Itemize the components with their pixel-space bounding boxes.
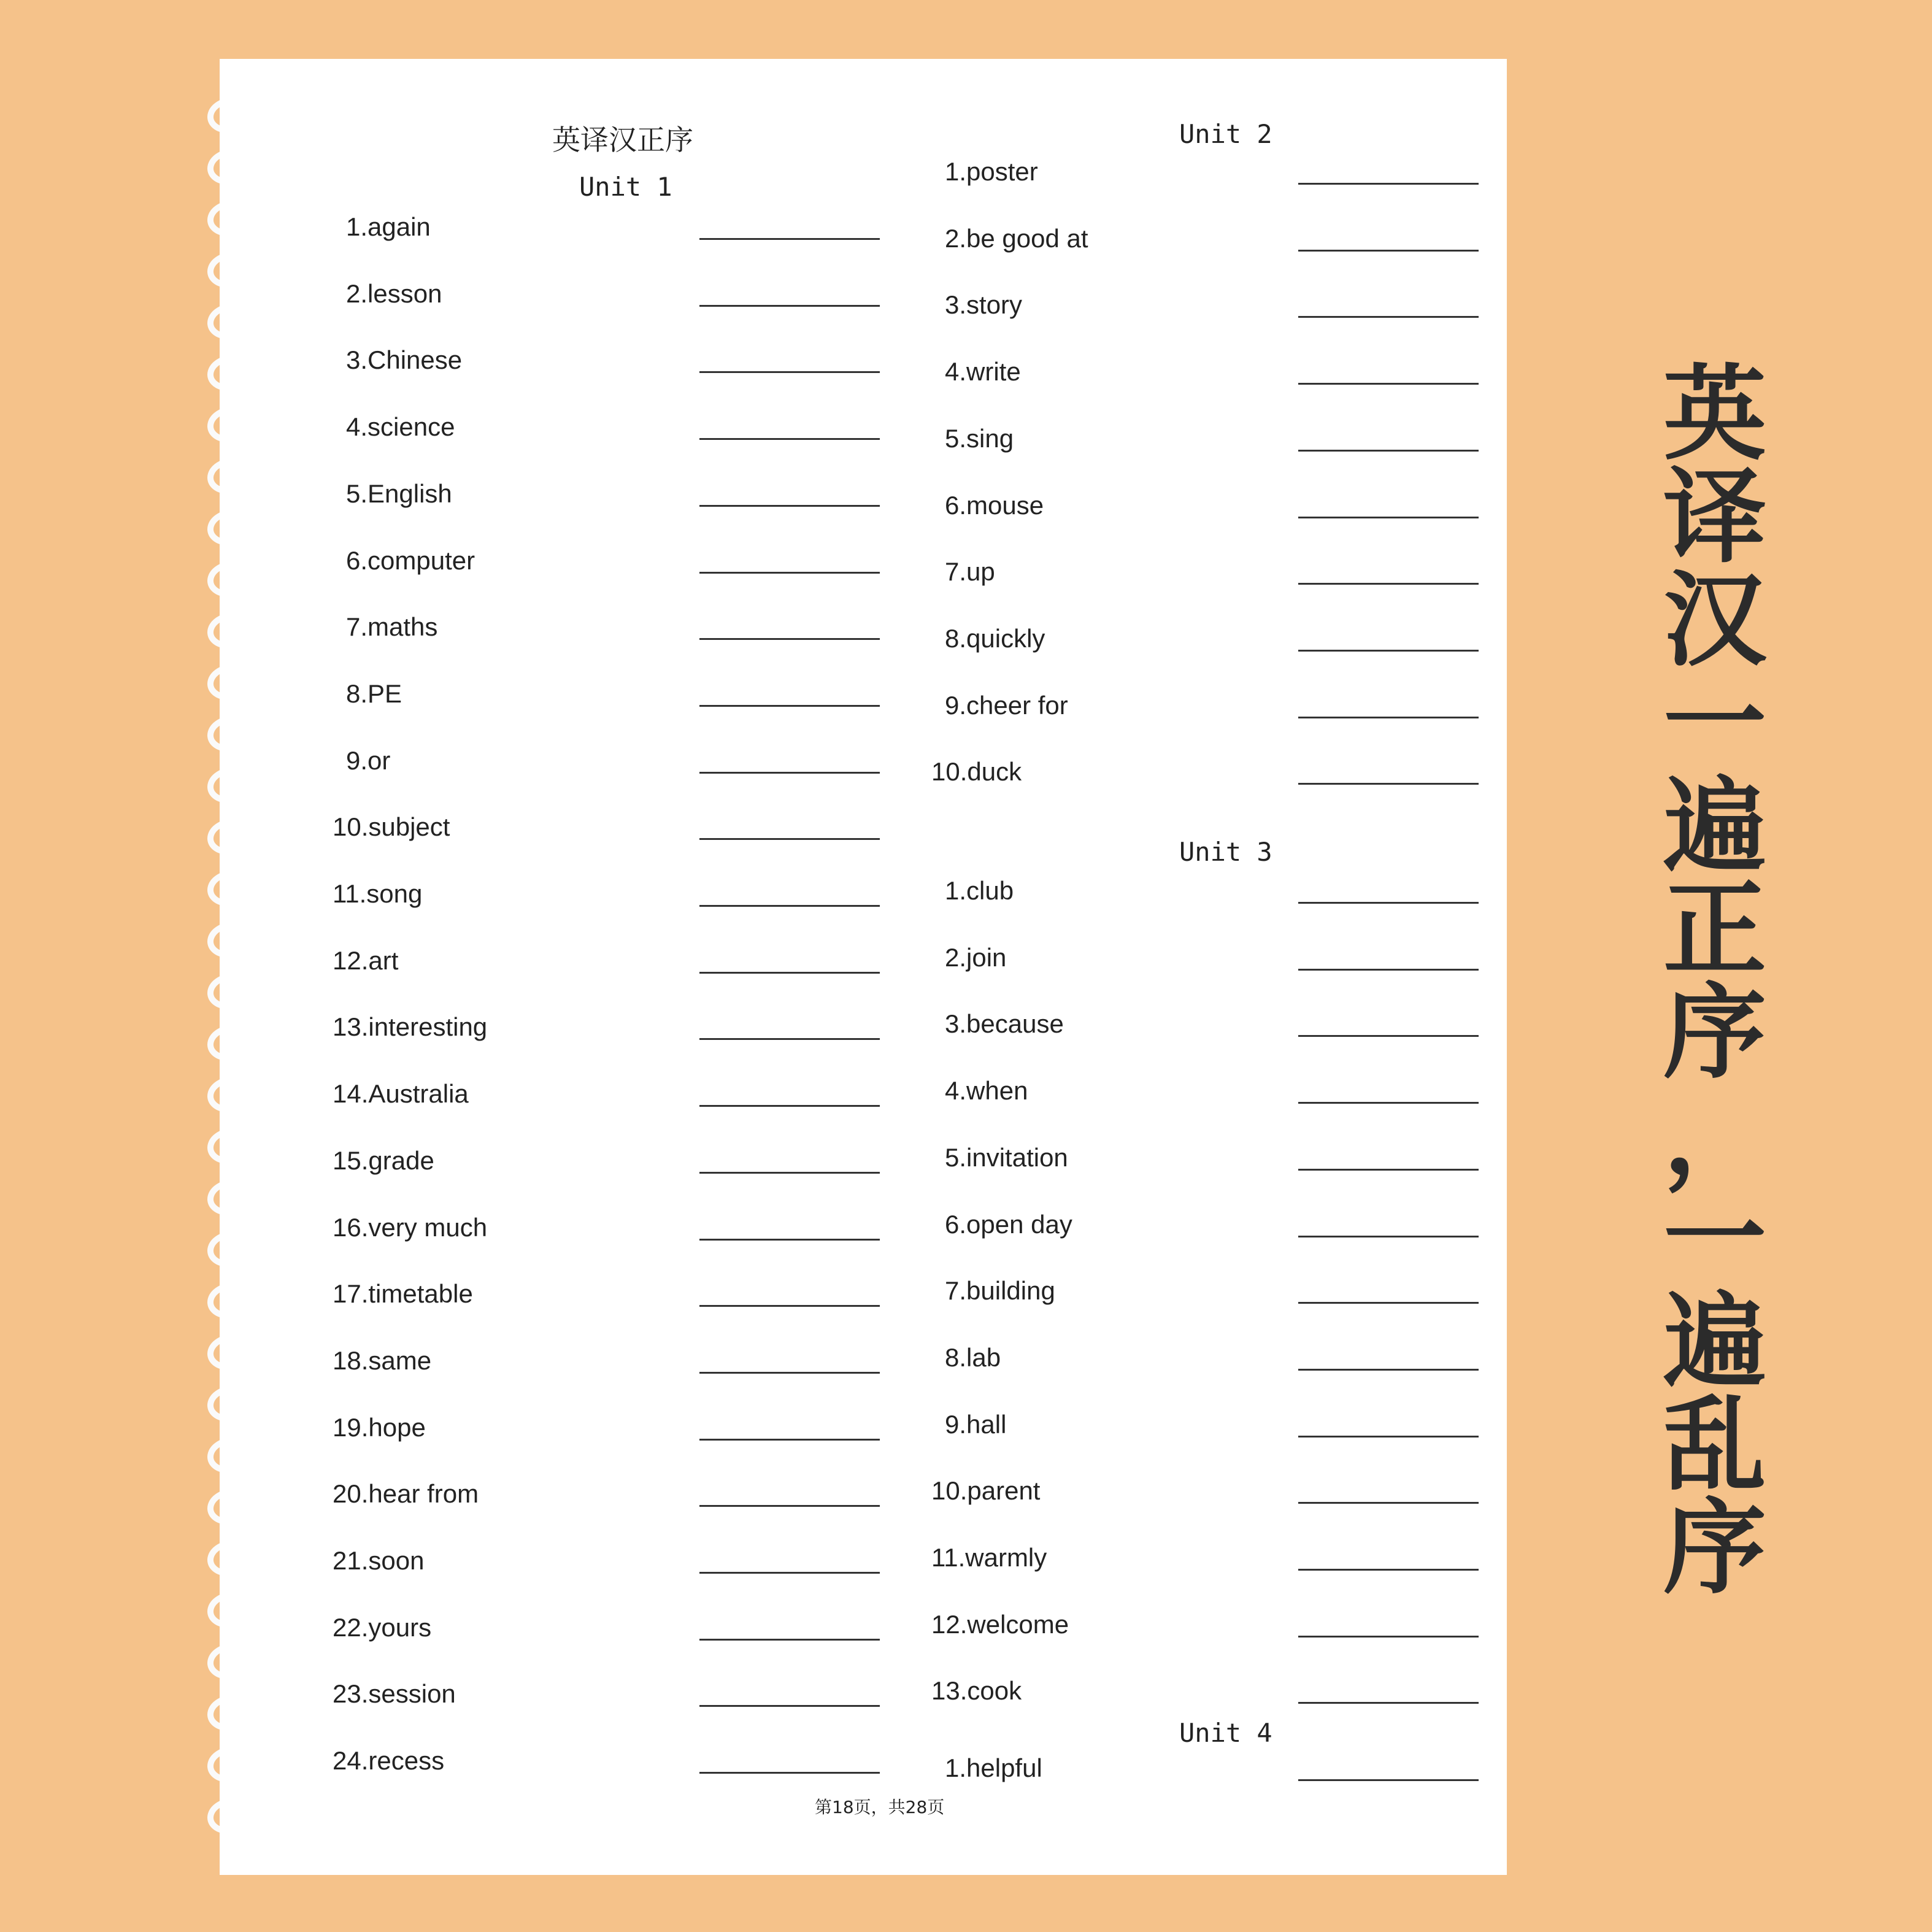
answer-blank[interactable] <box>699 772 880 774</box>
side-caption <box>1663 353 1767 1608</box>
vocab-item: 22.yours <box>333 1612 432 1642</box>
vocab-item: 15.grade <box>333 1145 434 1175</box>
vocab-item: 9.or <box>346 745 391 775</box>
side-caption-char: 序 <box>1663 1487 1766 1608</box>
vocab-item: 6.open day <box>945 1209 1072 1239</box>
vocab-item: 8.PE <box>346 679 402 708</box>
unit-1-heading: Unit 1 <box>579 172 672 202</box>
side-caption-char: 乱 <box>1663 1384 1766 1505</box>
vocab-item: 6.computer <box>346 545 475 575</box>
vocab-item: 19.hope <box>333 1412 426 1442</box>
answer-blank[interactable] <box>1298 183 1479 185</box>
answer-blank[interactable] <box>699 238 880 240</box>
side-caption-char: 正 <box>1663 868 1766 990</box>
answer-blank[interactable] <box>1298 783 1479 785</box>
vocab-item: 9.hall <box>945 1409 1007 1439</box>
vocab-item: 2.join <box>945 942 1007 972</box>
answer-blank[interactable] <box>699 1705 880 1707</box>
vocab-item: 23.session <box>333 1679 456 1709</box>
vocab-item: 10.subject <box>333 812 450 842</box>
vocab-item: 10.parent <box>931 1476 1041 1506</box>
side-caption-char: 序 <box>1663 971 1766 1093</box>
vocab-item: 6.mouse <box>945 490 1044 520</box>
vocab-item: 13.interesting <box>333 1012 488 1042</box>
answer-blank[interactable] <box>1298 969 1479 971</box>
answer-blank[interactable] <box>699 1105 880 1107</box>
vocab-item: 12.art <box>333 945 399 975</box>
answer-blank[interactable] <box>1298 1502 1479 1504</box>
answer-blank[interactable] <box>1298 1035 1479 1037</box>
vocab-item: 14.Australia <box>333 1079 469 1109</box>
vocab-item: 7.up <box>945 557 995 587</box>
vocab-item: 9.cheer for <box>945 690 1068 720</box>
vocab-item: 1.poster <box>945 157 1038 186</box>
answer-blank[interactable] <box>1298 650 1479 652</box>
answer-blank[interactable] <box>1298 1169 1479 1171</box>
answer-blank[interactable] <box>699 1505 880 1507</box>
answer-blank[interactable] <box>699 371 880 373</box>
vocab-item: 3.Chinese <box>346 345 463 375</box>
vocab-item: 3.story <box>945 290 1023 320</box>
side-caption-char: 一 <box>1663 662 1766 783</box>
vocab-item: 1.club <box>945 876 1014 905</box>
answer-blank[interactable] <box>699 1372 880 1374</box>
vocab-item: 12.welcome <box>931 1609 1069 1639</box>
vocab-item: 1.helpful <box>945 1753 1042 1782</box>
answer-blank[interactable] <box>1298 1302 1479 1304</box>
vocab-item: 18.same <box>333 1345 432 1375</box>
answer-blank[interactable] <box>699 1572 880 1574</box>
side-caption-char: 汉 <box>1663 559 1766 680</box>
answer-blank[interactable] <box>1298 316 1479 318</box>
answer-blank[interactable] <box>699 1772 880 1774</box>
answer-blank[interactable] <box>699 1439 880 1441</box>
answer-blank[interactable] <box>699 705 880 707</box>
side-caption-char: 遍 <box>1663 1280 1766 1402</box>
side-caption-char: 译 <box>1663 456 1766 577</box>
answer-blank[interactable] <box>1298 1369 1479 1371</box>
side-caption-char: 遍 <box>1663 765 1766 887</box>
answer-blank[interactable] <box>1298 1779 1479 1781</box>
answer-blank[interactable] <box>699 1639 880 1641</box>
answer-blank[interactable] <box>699 1305 880 1307</box>
answer-blank[interactable] <box>699 1038 880 1040</box>
vocab-item: 2.lesson <box>346 279 442 308</box>
side-caption-char: ， <box>1663 1074 1766 1196</box>
vocab-item: 7.maths <box>346 612 438 642</box>
vocab-item: 17.timetable <box>333 1279 473 1309</box>
page-footer: 第18页，共28页 <box>815 1797 945 1817</box>
answer-blank[interactable] <box>699 1172 880 1174</box>
answer-blank[interactable] <box>699 838 880 840</box>
unit-2-heading: Unit 2 <box>1179 119 1272 149</box>
answer-blank[interactable] <box>1298 1236 1479 1237</box>
answer-blank[interactable] <box>1298 1102 1479 1104</box>
vocab-item: 1.again <box>346 212 431 241</box>
answer-blank[interactable] <box>699 905 880 907</box>
vocab-item: 4.when <box>945 1076 1028 1106</box>
answer-blank[interactable] <box>699 972 880 974</box>
vocab-item: 2.be good at <box>945 223 1088 253</box>
vocab-item: 16.very much <box>333 1212 488 1242</box>
worksheet-page <box>220 59 1507 1875</box>
vocab-item: 7.building <box>945 1276 1055 1306</box>
answer-blank[interactable] <box>1298 902 1479 904</box>
vocab-item: 3.because <box>945 1009 1064 1039</box>
vocab-item: 8.lab <box>945 1342 1001 1372</box>
vocab-item: 24.recess <box>333 1746 445 1776</box>
vocab-item: 10.duck <box>931 757 1022 787</box>
answer-blank[interactable] <box>699 638 880 640</box>
answer-blank[interactable] <box>1298 450 1479 452</box>
side-caption-char: 一 <box>1663 1177 1766 1299</box>
vocab-item: 21.soon <box>333 1546 425 1575</box>
vocab-item: 11.song <box>333 879 423 908</box>
answer-blank[interactable] <box>699 505 880 507</box>
answer-blank[interactable] <box>1298 250 1479 252</box>
answer-blank[interactable] <box>1298 1569 1479 1571</box>
side-caption-char: 英 <box>1663 353 1766 474</box>
answer-blank[interactable] <box>1298 1436 1479 1437</box>
answer-blank[interactable] <box>1298 1702 1479 1704</box>
vocab-item: 5.sing <box>945 423 1014 453</box>
vocab-item: 5.English <box>346 479 452 508</box>
answer-blank[interactable] <box>699 572 880 574</box>
vocab-item: 13.cook <box>931 1676 1022 1706</box>
answer-blank[interactable] <box>1298 383 1479 385</box>
vocab-item: 4.science <box>346 412 455 442</box>
vocab-item: 8.quickly <box>945 623 1045 653</box>
vocab-item: 5.invitation <box>945 1142 1068 1172</box>
answer-blank[interactable] <box>699 1239 880 1241</box>
answer-blank[interactable] <box>1298 1636 1479 1638</box>
answer-blank[interactable] <box>1298 517 1479 518</box>
answer-blank[interactable] <box>1298 583 1479 585</box>
vocab-item: 11.warmly <box>931 1543 1047 1572</box>
vocab-item: 20.hear from <box>333 1479 479 1509</box>
answer-blank[interactable] <box>699 305 880 307</box>
unit-4-heading: Unit 4 <box>1179 1718 1272 1748</box>
unit-3-heading: Unit 3 <box>1179 837 1272 867</box>
answer-blank[interactable] <box>1298 717 1479 718</box>
worksheet-title: 英译汉正序 <box>552 123 693 156</box>
vocab-item: 4.write <box>945 357 1021 387</box>
answer-blank[interactable] <box>699 438 880 440</box>
